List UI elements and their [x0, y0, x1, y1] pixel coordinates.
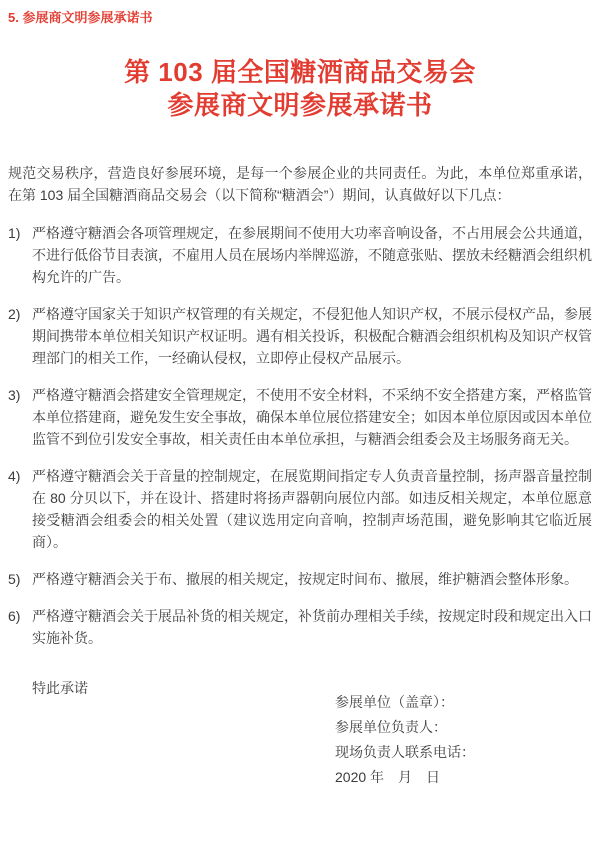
item-number: 3)	[8, 387, 21, 403]
list-item-4	[8, 465, 592, 553]
doc-body	[8, 162, 592, 699]
list-item-1	[8, 222, 592, 288]
signature-unit-label: 参展单位（盖章）：	[335, 694, 454, 710]
signature-block	[335, 690, 475, 790]
item-text: 严格遵守糖酒会关于布、撤展的相关规定，按规定时间布、撤展，维护糖酒会整体形象。	[32, 571, 578, 587]
list-item-6	[8, 605, 592, 649]
item-number: 1)	[8, 225, 21, 241]
doc-title-line1: 第 103 届全国糖酒商品交易会	[124, 57, 476, 87]
item-text: 严格遵守糖酒会各项管理规定，在参展期间不使用大功率音响设备，不占用展会公共通道，不进行低俗节目表演，不雇用人员在展场内举牌巡游，不随意张贴、摆放未经糖酒会组织机构允许的广告。	[32, 225, 592, 285]
item-text: 严格遵守糖酒会关于展品补货的相关规定，补货前办理相关手续，按规定时段和规定出入口实施补货。	[32, 608, 592, 646]
item-number: 4)	[8, 468, 21, 484]
item-text: 严格遵守糖酒会搭建安全管理规定，不使用不安全材料，不采纳不安全搭建方案，严格监管本单位搭建商，避免发生安全事故，确保本单位展位搭建安全；如因本单位原因或因本单位监管不到位引发安全事故，相关责任由本单位承担，与糖酒会组委会及主场服务商无关。	[32, 387, 592, 447]
list-item-2	[8, 303, 592, 369]
signature-responsible-label: 参展单位负责人：	[335, 719, 447, 735]
closing-statement: 特此承诺	[32, 680, 88, 696]
doc-title-line2: 参展商文明参展承诺书	[167, 90, 433, 120]
intro-paragraph: 规范交易秩序，营造良好参展环境，是每一个参展企业的共同责任。为此，本单位郑重承诺，在第 103 届全国糖酒商品交易会（以下简称“糖酒会”）期间，认真做好以下几点：	[8, 165, 592, 203]
item-text: 严格遵守糖酒会关于音量的控制规定，在展览期间指定专人负责音量控制，扬声器音量控制在 80 分贝以下，并在设计、搭建时将扬声器朝向展位内部。如违反相关规定，本单位愿意接受糖酒会组委会的相关处置（建议选用定向音响，控制声场范围，避免影响其它临近展商）。	[32, 468, 592, 550]
doc-section-label: 5. 参展商文明参展承诺书	[8, 10, 153, 25]
list-item-3	[8, 384, 592, 450]
signature-phone-label: 现场负责人联系电话：	[335, 744, 475, 760]
list-item-5	[8, 568, 592, 590]
item-number: 5)	[8, 571, 21, 587]
item-text: 严格遵守国家关于知识产权管理的有关规定，不侵犯他人知识产权，不展示侵权产品，参展期间携带本单位相关知识产权证明。遇有相关投诉，积极配合糖酒会组织机构及知识产权管理部门的相关工作，一经确认侵权，立即停止侵权产品展示。	[32, 306, 592, 366]
doc-title	[8, 56, 592, 122]
signature-date: 2020 年 月 日	[335, 769, 441, 785]
item-number: 2)	[8, 306, 21, 322]
item-number: 6)	[8, 608, 21, 624]
